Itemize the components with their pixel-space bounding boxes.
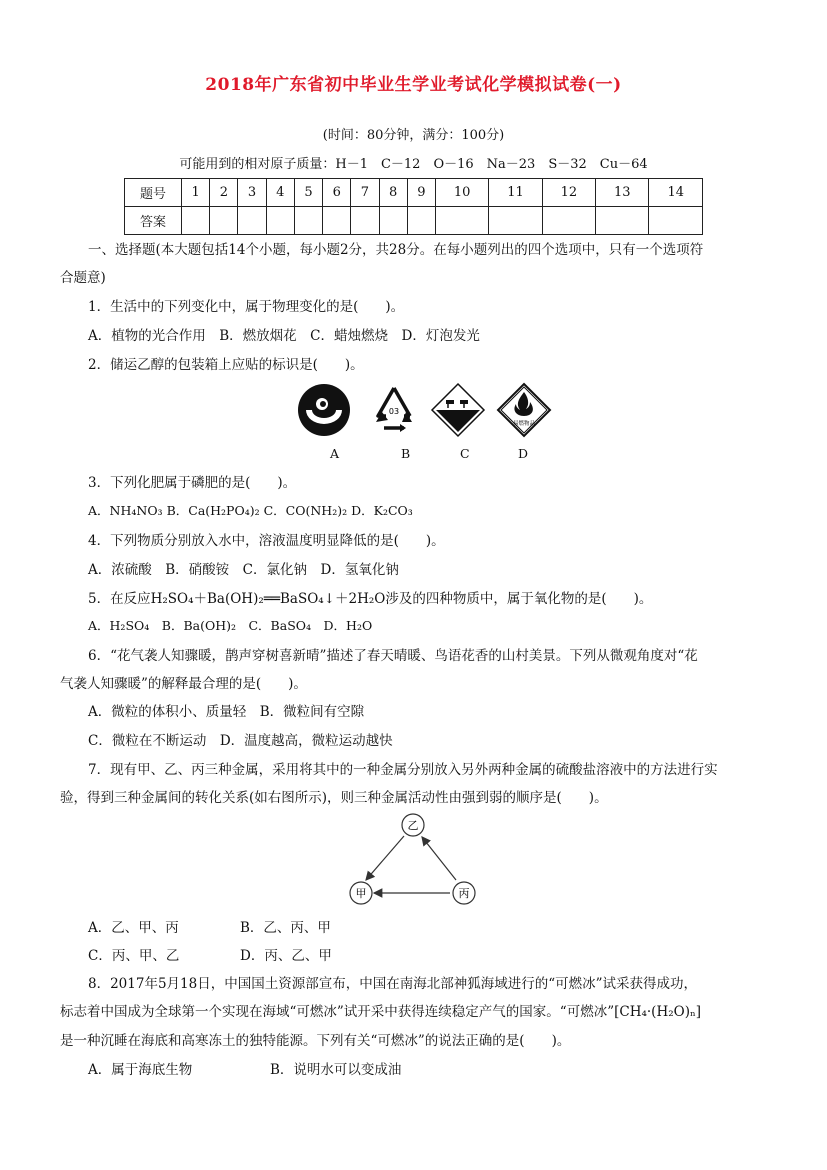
option-c: C．CO(NH₂)₂ [263,503,348,518]
question-3: 3．下列化肥属于磷肥的是( )。 [88,475,297,491]
svg-text:03: 03 [388,407,400,416]
question-6-cont: 气袭人知骤暖”的解释最合理的是( )。 [60,676,307,692]
row-label: 答案 [125,207,182,235]
node-bing-label: 丙 [458,887,470,900]
question-2: 2．储运乙醇的包装箱上应贴的标识是( )。 [88,357,364,373]
table-cell: 14 [649,179,703,207]
table-cell: 5 [294,179,322,207]
question-5: 5．在反应H₂SO₄＋Ba(OH)₂══BaSO₄↓＋2H₂O涉及的四种物质中，属于氧化物的是( )。 [88,591,653,607]
question-1-options: A．植物的光合作用 B．燃放烟花 C．蜡烛燃烧 D．灯泡发光 [88,328,480,344]
answer-cell[interactable] [294,207,322,235]
arrow-yi-to-jia [366,836,404,880]
table-cell: 11 [489,179,542,207]
question-8-option-b: B．说明水可以变成油 [270,1062,402,1078]
answer-cell[interactable] [379,207,407,235]
figure-label-c: C [460,446,470,461]
question-3-options [88,501,413,519]
answer-cell[interactable] [489,207,542,235]
question-4-options: A．浓硫酸 B．硝酸铵 C．氯化钠 D．氢氧化钠 [88,562,399,578]
question-8: 8．2017年5月18日，中国国土资源部宣布，中国在南海北部神狐海域进行的“可燃冰”试采获得成功， [88,976,698,992]
option-d: D．K₂CO₃ [351,503,413,518]
atomic-masses: 可能用到的相对原子质量：H－1 C－12 O－16 Na－23 S－32 Cu－64 [179,157,648,172]
table-cell: 4 [266,179,294,207]
answer-cell[interactable] [351,207,379,235]
table-cell: 2 [210,179,238,207]
hazard-signs [296,382,566,442]
table-cell: 12 [542,179,595,207]
question-7-option-d: D．丙、乙、甲 [240,948,332,964]
table-cell: 13 [596,179,649,207]
answer-cell[interactable] [649,207,703,235]
option-b: B．Ca(H₂PO₄)₂ [166,503,260,518]
answer-cell[interactable] [210,207,238,235]
question-6: 6．“花气袭人知骤暖，鹊声穿树喜新晴”描述了春天晴暖、鸟语花香的山村美景。下列从微观角度对“花 [88,648,698,664]
answer-cell[interactable] [435,207,488,235]
question-1: 1．生活中的下列变化中，属于物理变化的是( )。 [88,299,405,315]
time-info: (时间：80分钟，满分：100分) [322,128,505,143]
corrosive-hazard-icon [430,382,486,438]
table-cell: 10 [435,179,488,207]
node-yi-label: 乙 [407,819,419,832]
question-6-options-ab: A．微粒的体积小、质量轻 B．微粒间有空隙 [88,704,365,720]
question-8-option-a: A．属于海底生物 [88,1062,193,1078]
option-a: A．NH₄NO₃ [88,503,163,518]
arrow-bing-to-yi [422,837,456,880]
question-8-cont: 标志着中国成为全球第一个实现在海域“可燃冰”试开采中获得连续稳定产气的国家。“可燃冰”[CH₄·(H₂O)ₙ] [60,1004,702,1020]
row-label: 题号 [125,179,182,207]
figure-label-a: A [330,446,340,461]
table-cell: 8 [379,179,407,207]
answer-cell[interactable] [238,207,266,235]
answer-cell[interactable] [182,207,210,235]
question-7-cont: 验，得到三种金属间的转化关系(如右图所示)，则三种金属活动性由强到弱的顺序是( )。 [60,790,608,806]
figure-label-b: B [401,446,411,461]
table-cell: 1 [182,179,210,207]
flammable-icon [496,382,552,438]
figure-label-d: D [518,446,529,461]
table-cell: 3 [238,179,266,207]
question-7-option-a: A．乙、甲、丙 [88,920,179,936]
question-7-option-b: B．乙、丙、甲 [240,920,331,936]
exam-title: 2018年广东省初中毕业生学业考试化学模拟试卷(一) [205,75,622,95]
question-7: 7．现有甲、乙、丙三种金属，采用将其中的一种金属分别放入另外两种金属的硫酸盐溶液中的方法进行实 [88,762,718,778]
table-cell: 7 [351,179,379,207]
answer-cell[interactable] [596,207,649,235]
answer-table [124,178,703,235]
question-5-options: A．H₂SO₄ B．Ba(OH)₂ C．BaSO₄ D．H₂O [88,618,373,633]
question-6-options-cd: C．微粒在不断运动 D．温度越高，微粒运动越快 [88,733,393,749]
table-row-numbers [125,179,703,207]
question-8-cont2: 是一种沉睡在海底和高寒冻土的独特能源。下列有关“可燃冰”的说法正确的是( )。 [60,1033,571,1049]
question-7-option-c: C．丙、甲、乙 [88,948,180,964]
recycle-icon [366,382,422,438]
answer-cell[interactable] [323,207,351,235]
answer-cell[interactable] [542,207,595,235]
answer-cell[interactable] [407,207,435,235]
table-row-answers [125,207,703,235]
table-cell: 9 [407,179,435,207]
table-cell: 6 [323,179,351,207]
section-heading-cont: 合题意) [60,270,106,286]
node-jia-label: 甲 [355,887,367,900]
svg-text:易燃物品: 易燃物品 [512,421,536,427]
answer-cell[interactable] [266,207,294,235]
question-4: 4．下列物质分别放入水中，溶液温度明显降低的是( )。 [88,533,445,549]
section-heading: 一、选择题(本大题包括14个小题，每小题2分，共28分。在每小题列出的四个选项中，只有一个选项符 [88,242,704,258]
metal-conversion-diagram [346,812,482,908]
corrosive-logo-icon [296,382,352,438]
